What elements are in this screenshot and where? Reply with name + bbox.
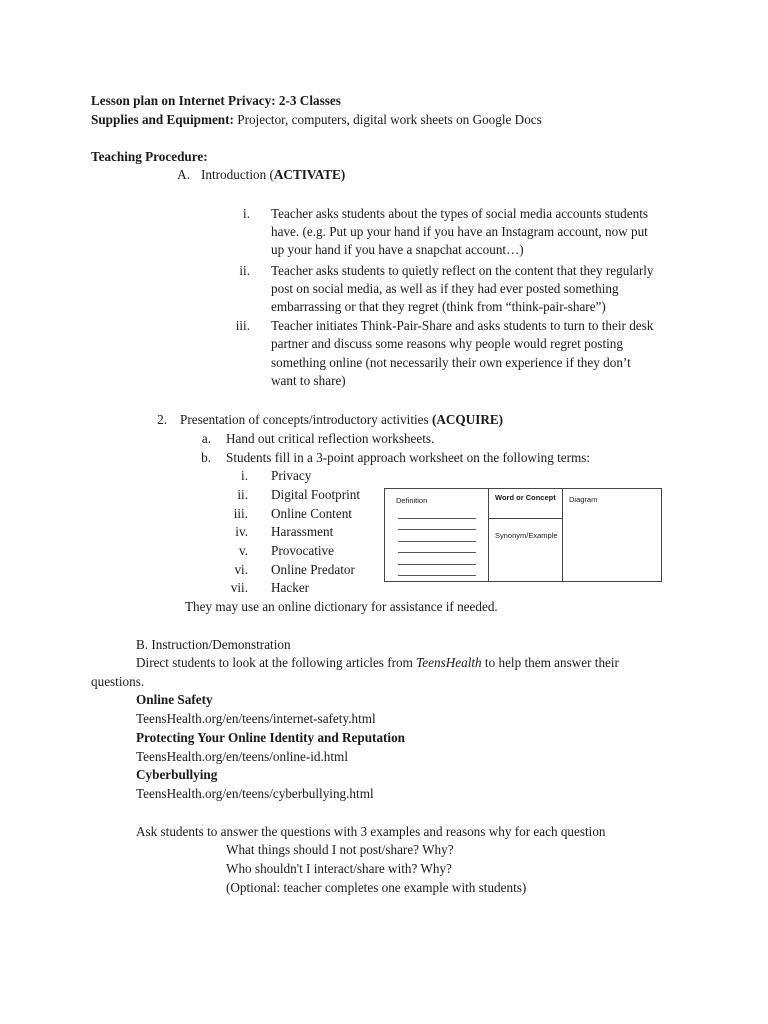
intro-item-marker: iii.: [235, 318, 250, 333]
supplies-label: Supplies and Equipment:: [91, 112, 234, 127]
worksheet-rule: [398, 518, 476, 519]
worksheet-synonym-label: Synonym/Example: [495, 531, 558, 540]
intro-item-line: want to share): [271, 373, 346, 388]
term-marker: i.: [241, 468, 248, 483]
worksheet-rule: [398, 564, 476, 565]
question-item: (Optional: teacher completes one example with students): [226, 880, 527, 895]
intro-item-line: Teacher asks students to quietly reflect on the content that they regularly: [271, 263, 654, 278]
worksheet-rule: [398, 529, 476, 530]
section-a-title-text: Introduction (: [201, 167, 274, 182]
term-text: Online Predator: [271, 562, 355, 577]
article-title: Protecting Your Online Identity and Reputation: [136, 730, 406, 745]
article-link[interactable]: TeensHealth.org/en/teens/cyberbullying.html: [136, 786, 374, 801]
ask-instruction: Ask students to answer the questions with 3 examples and reasons why for each question: [136, 824, 606, 839]
term-text: Privacy: [271, 468, 312, 483]
worksheet-divider: [562, 489, 563, 581]
intro-item-line: something online (not necessarily their own experience if they don’t: [271, 355, 631, 370]
section-b-intro-text: to help them answer their: [481, 655, 619, 670]
question-item: What things should I not post/share? Why?: [226, 842, 454, 857]
document-title: Lesson plan on Internet Privacy: 2-3 Classes: [91, 93, 341, 108]
procedure-heading: Teaching Procedure:: [91, 149, 208, 164]
term-marker: v.: [238, 543, 248, 558]
intro-item-line: embarrassing or that they regret (think from “think-pair-share”): [271, 299, 606, 314]
section-b-intro-continued: questions.: [91, 674, 145, 689]
term-marker: vii.: [230, 580, 248, 595]
sub-item-text: Students fill in a 3-point approach worksheet on the following terms:: [226, 450, 591, 465]
section-2-title-bold: (ACQUIRE): [431, 412, 504, 427]
article-title: Cyberbullying: [136, 767, 218, 782]
section-b-intro: [136, 654, 619, 672]
article-title: Online Safety: [136, 692, 213, 707]
term-text: Online Content: [271, 506, 352, 521]
term-text: Digital Footprint: [271, 487, 361, 502]
term-marker: ii.: [237, 487, 248, 502]
question-item: Who shouldn't I interact/share with? Why?: [226, 861, 452, 876]
sub-item-marker: b.: [201, 450, 211, 465]
section-b-intro-source: TeensHealth: [416, 655, 482, 670]
supplies-line: [91, 111, 542, 129]
worksheet-divider: [488, 489, 489, 581]
intro-item-line: post on social media, as well as if they had ever posted something: [271, 281, 619, 296]
term-marker: iii.: [233, 506, 248, 521]
intro-item-line: Teacher initiates Think-Pair-Share and asks students to turn to their desk: [271, 318, 654, 333]
sub-item-marker: a.: [201, 431, 211, 446]
section-b-intro-text: Direct students to look at the following articles from: [136, 655, 417, 670]
term-marker: vi.: [234, 562, 248, 577]
intro-item-marker: ii.: [239, 263, 250, 278]
worksheet-diagram-label: Diagram: [569, 495, 598, 504]
term-marker: iv.: [235, 524, 248, 539]
worksheet-definition-label: Definition: [396, 496, 428, 505]
worksheet-word-label: Word or Concept: [495, 493, 556, 502]
section-a-title-bold: ACTIVATE): [273, 167, 346, 182]
intro-item-line: have. (e.g. Put up your hand if you have an Instagram account, now put: [271, 224, 648, 239]
section-a-title: [201, 166, 345, 184]
worksheet-rule: [398, 575, 476, 576]
worksheet-rule: [398, 552, 476, 553]
intro-item-marker: i.: [243, 206, 250, 221]
section-b-title: B. Instruction/Demonstration: [136, 637, 291, 652]
article-link[interactable]: TeensHealth.org/en/teens/online-id.html: [136, 749, 348, 764]
intro-item-line: up your hand if you have a snapchat account…): [271, 242, 524, 257]
dictionary-note: They may use an online dictionary for assistance if needed.: [185, 599, 498, 614]
section-2-title: [180, 411, 503, 429]
term-text: Hacker: [271, 580, 310, 595]
sub-item-text: Hand out critical reflection worksheets.: [226, 431, 435, 446]
intro-item-line: Teacher asks students about the types of social media accounts students: [271, 206, 649, 221]
article-link[interactable]: TeensHealth.org/en/teens/internet-safety.html: [136, 711, 376, 726]
section-2-marker: 2.: [157, 412, 167, 427]
section-a-marker: A.: [177, 167, 190, 182]
term-text: Harassment: [271, 524, 334, 539]
worksheet-rule: [398, 541, 476, 542]
supplies-text: Projector, computers, digital work sheets on Google Docs: [233, 112, 542, 127]
intro-item-line: partner and discuss some reasons why people would regret posting: [271, 336, 623, 351]
worksheet-divider: [488, 518, 562, 519]
section-2-title-text: Presentation of concepts/introductory activities: [180, 412, 432, 427]
term-text: Provocative: [271, 543, 334, 558]
worksheet-diagram: [384, 488, 662, 582]
